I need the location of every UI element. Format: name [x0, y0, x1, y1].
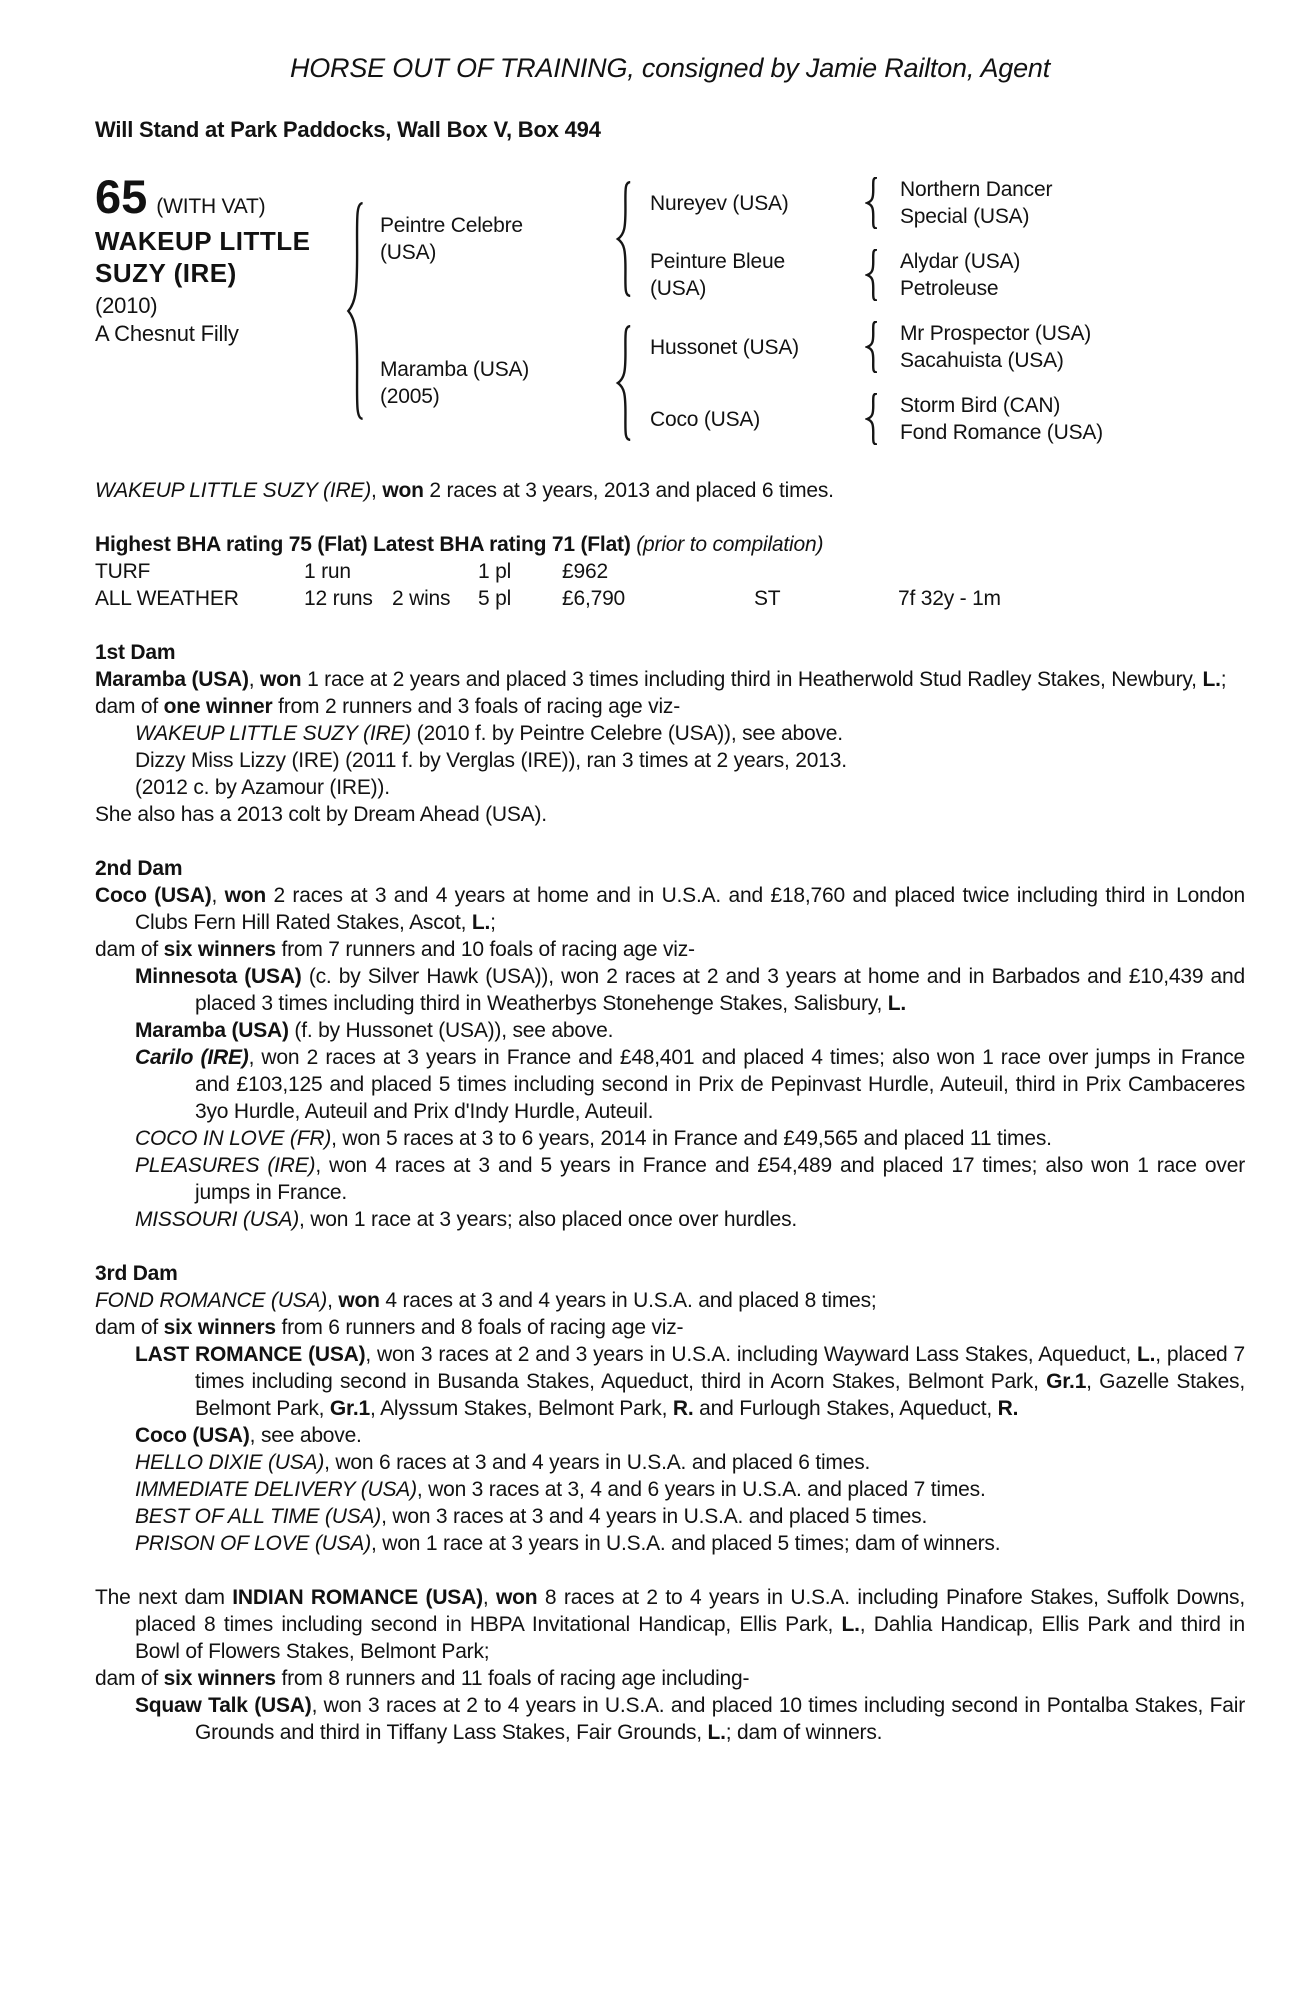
sires-sire-name: Nureyev (USA) — [650, 191, 789, 215]
pedigree-paragraph: LAST ROMANCE (USA), won 3 races at 2 and 3 years in U.S.A. including Wayward Lass Stakes, Aqueduct, L., placed 7 times including second in Busanda Stakes, Aqueduct, third in Acorn Stakes, Belmont Park, Gr.1, Gazelle Stakes, Belmont Park, Gr.1, Alyssum Stakes, Belmont Park, R. and Furlough Stakes, Aqueduct, R. — [135, 1343, 1245, 1420]
pedigree-paragraph: Squaw Talk (USA), won 3 races at 2 to 4 years in U.S.A. and placed 10 times including second in Pontalba Stakes, Fair Grounds and third in Tiffany Lass Stakes, Fair Grounds, L.; dam of winners. — [135, 1694, 1245, 1744]
pedigree-paragraph: dam of six winners from 8 runners and 11 foals of racing age including- — [95, 1667, 750, 1690]
sires-dam-name: Peinture Bleue (USA) — [650, 250, 785, 300]
pedigree-paragraph: Coco (USA), see above. — [135, 1424, 362, 1447]
pedigree-paragraph: PLEASURES (IRE), won 4 races at 3 and 5 years in France and £54,489 and placed 17 times; also won 1 race over jumps in France. — [135, 1154, 1245, 1204]
lot-number: 65 — [95, 170, 148, 223]
wins-cell — [392, 558, 478, 585]
surface-cell: TURF — [95, 560, 151, 583]
pedigree-paragraph: HELLO DIXIE (USA), won 6 races at 3 and 4 years in U.S.A. and placed 6 times. — [135, 1451, 871, 1474]
record-row-all-weather — [95, 585, 1245, 612]
ancestor-name: Storm Bird (CAN) — [900, 394, 1061, 417]
curly-brace-icon — [865, 175, 900, 231]
horse-name: WAKEUP LITTLE SUZY (IRE) — [95, 226, 311, 288]
curly-brace-icon — [615, 175, 650, 303]
pedigree-paragraph: WAKEUP LITTLE SUZY (IRE) (2010 f. by Peintre Celebre (USA)), see above. — [135, 722, 843, 745]
lot-block — [95, 170, 345, 447]
great-grandparents-pair — [900, 320, 1245, 374]
earnings-cell: £6,790 — [562, 587, 626, 610]
race-record-table — [95, 558, 1245, 612]
third-dam-paragraphs — [95, 1287, 1245, 1557]
section-heading: 2nd Dam — [95, 857, 183, 880]
earnings-cell: £962 — [562, 560, 608, 583]
ancestor-name: Petroleuse — [900, 277, 999, 300]
code-cell: ST — [754, 587, 781, 610]
pedigree-paragraph: dam of one winner from 2 runners and 3 foals of racing age viz- — [95, 695, 681, 718]
places-cell: 1 pl — [478, 560, 512, 583]
curly-brace-icon — [865, 247, 900, 303]
ancestor-name: Northern Dancer — [900, 178, 1053, 201]
wins-cell: 2 wins — [392, 587, 451, 610]
distance-cell: 7f 32y - 1m — [898, 587, 1001, 610]
runs-cell: 1 run — [304, 560, 351, 583]
pedigree-paragraph: The next dam INDIAN ROMANCE (USA), won 8 races at 2 to 4 years in U.S.A. including Pinafore Stakes, Suffolk Downs, placed 8 times including second in HBPA Invitational Handicap, Ellis Park, L., Dahlia Handicap, Ellis Park and third in Bowl of Flowers Stakes, Belmont Park; — [95, 1586, 1245, 1663]
pedigree-paragraph: dam of six winners from 6 runners and 8 foals of racing age viz- — [95, 1316, 684, 1339]
ancestor-name: Sacahuista (USA) — [900, 349, 1064, 372]
dam-name: Maramba (USA) (2005) — [380, 358, 530, 408]
next-dam-paragraphs — [95, 1584, 1245, 1746]
curly-brace-icon — [865, 391, 900, 447]
dams-dam-name: Coco (USA) — [650, 407, 761, 431]
distance-cell — [898, 558, 1245, 585]
places-cell: 5 pl — [478, 587, 512, 610]
pedigree-diagram — [95, 170, 1245, 447]
horse-description: A Chesnut Filly — [95, 321, 239, 346]
pedigree-paragraph: IMMEDIATE DELIVERY (USA), won 3 races at 3, 4 and 6 years in U.S.A. and placed 7 times. — [135, 1478, 986, 1501]
great-grandparents-pair — [900, 176, 1245, 230]
second-dam-section — [95, 855, 1245, 1233]
dams-sire-name: Hussonet (USA) — [650, 335, 799, 359]
pedigree-paragraph: (2012 c. by Azamour (IRE)). — [135, 776, 390, 799]
pedigree-paragraph: dam of six winners from 7 runners and 10 foals of racing age viz- — [95, 938, 695, 961]
ancestor-name: Special (USA) — [900, 205, 1030, 228]
section-heading: 3rd Dam — [95, 1262, 178, 1285]
first-dam-section — [95, 639, 1245, 828]
pedigree-paragraph: Carilo (IRE), won 2 races at 3 years in France and £48,401 and placed 4 times; also won 1 race over jumps in France and £103,125 and placed 5 times including second in Prix de Pepinvast Hurdle, Auteuil, third in Prix Cambaceres 3yo Hurdle, Auteuil and Prix d'Indy Hurdle, Auteuil. — [135, 1046, 1245, 1123]
vat-note: (WITH VAT) — [156, 195, 266, 218]
record-row-turf — [95, 558, 1245, 585]
pedigree-paragraph: Maramba (USA), won 1 race at 2 years and placed 3 times including third in Heatherwold Stud Radley Stakes, Newbury, L.; — [95, 668, 1227, 691]
lot-header — [95, 170, 345, 223]
curly-brace-icon — [615, 319, 650, 447]
pedigree-paragraph: Minnesota (USA) (c. by Silver Hawk (USA)), won 2 races at 2 and 3 years at home and in Barbados and £10,439 and placed 3 times including third in Weatherbys Stonehenge Stakes, Salisbury, L. — [135, 965, 1245, 1015]
pedigree-paragraph: PRISON OF LOVE (USA), won 1 race at 3 years in U.S.A. and placed 5 times; dam of winners. — [135, 1532, 1001, 1555]
ancestor-name: Mr Prospector (USA) — [900, 322, 1092, 345]
pedigree-paragraph: Coco (USA), won 2 races at 3 and 4 years at home and in U.S.A. and £18,760 and placed twice including third in London Clubs Fern Hill Rated Stakes, Ascot, L.; — [95, 884, 1245, 934]
runs-cell: 12 runs — [304, 587, 373, 610]
sire-name: Peintre Celebre (USA) — [380, 214, 523, 264]
great-grandparents-pair — [900, 392, 1245, 446]
pedigree-paragraph: FOND ROMANCE (USA), won 4 races at 3 and 4 years in U.S.A. and placed 8 times; — [95, 1289, 877, 1312]
curly-brace-icon — [345, 175, 380, 447]
pedigree-paragraph: MISSOURI (USA), won 1 race at 3 years; also placed once over hurdles. — [135, 1208, 797, 1231]
consignor-header: HORSE OUT OF TRAINING, consigned by Jamie Railton, Agent — [289, 53, 1051, 83]
stand-location-line: Will Stand at Park Paddocks, Wall Box V, Box 494 — [95, 117, 601, 142]
race-summary-line: WAKEUP LITTLE SUZY (IRE), won 2 races at 3 years, 2013 and placed 6 times. — [95, 479, 834, 502]
code-cell — [754, 558, 898, 585]
great-grandparents-pair — [900, 248, 1245, 302]
curly-brace-icon — [865, 319, 900, 375]
pedigree-paragraph: Maramba (USA) (f. by Hussonet (USA)), see above. — [135, 1019, 614, 1042]
surface-cell: ALL WEATHER — [95, 587, 239, 610]
pedigree-paragraph: COCO IN LOVE (FR), won 5 races at 3 to 6 years, 2014 in France and £49,565 and placed 11 times. — [135, 1127, 1052, 1150]
pedigree-paragraph: Dizzy Miss Lizzy (IRE) (2011 f. by Verglas (IRE)), ran 3 times at 2 years, 2013. — [135, 749, 847, 772]
ancestor-name: Fond Romance (USA) — [900, 421, 1103, 444]
second-dam-paragraphs — [95, 882, 1245, 1233]
section-heading: 1st Dam — [95, 641, 176, 664]
first-dam-paragraphs — [95, 666, 1245, 828]
third-dam-section — [95, 1260, 1245, 1557]
pedigree-paragraph: She also has a 2013 colt by Dream Ahead (USA). — [95, 803, 547, 826]
pedigree-paragraph: BEST OF ALL TIME (USA), won 3 races at 3 and 4 years in U.S.A. and placed 5 times. — [135, 1505, 928, 1528]
bha-rating-line: Highest BHA rating 75 (Flat) Latest BHA rating 71 (Flat) (prior to compilation) — [95, 533, 824, 556]
next-dam-section — [95, 1584, 1245, 1746]
foaling-year: (2010) — [95, 293, 158, 318]
ancestor-name: Alydar (USA) — [900, 250, 1021, 273]
